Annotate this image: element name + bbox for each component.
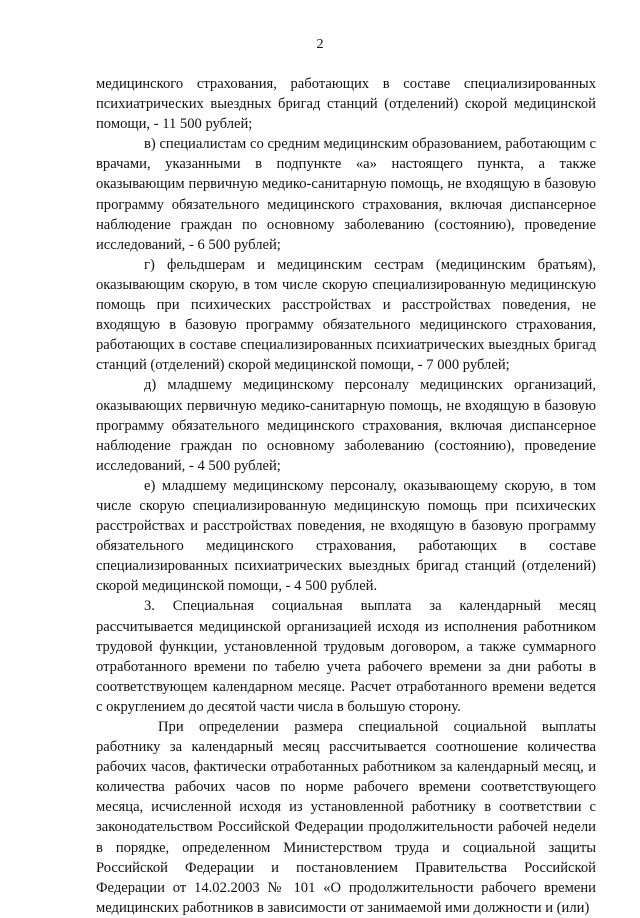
document-body [96,74,596,918]
paragraph-item-d: д) младшему медицинскому персоналу медицинских организаций, оказывающих первичную медико-санитарную помощь, не входящую в базовую программу обязательного медицинского страхования, включая диспансерное наблюдение граждан по основному заболеванию (состоянию), проведение исследований, - 4 500 рублей; [96,377,596,474]
paragraph-clause-3: 3. Специальная социальная выплата за календарный месяц рассчитывается медицинской организацией исходя из исполнения работником трудовой функции, установленной трудовым договором, а также суммарного отработанного времени по табелю учета рабочего времени за дни работы в соответствующем календарном месяце. Расчет отработанного времени ведется с округлением до десятой части числа в большую сторону. [96,598,596,715]
paragraph-item-g: г) фельдшерам и медицинским сестрам (медицинским братьям), оказывающим скорую, в том числе скорую специализированную медицинскую помощь при психических расстройствах и расстройствах поведения, не входящую в базовую программу обязательного медицинского страхования, работающих в составе специализированных психиатрических выездных бригад станций (отделений) скорой медицинской помощи, - 7 000 рублей; [96,256,596,374]
paragraph-item-e: е) младшему медицинскому персоналу, оказывающему скорую, в том числе скорую специализированную медицинскую помощь при психических расстройствах и расстройствах поведения, не входящую в базовую программу обязательного медицинского страхования, работающих в составе специализированных психиатрических выездных бригад станций (отделений) скорой медицинской помощи, - 4 500 рублей. [96,477,596,595]
paragraph-calculation: При определении размера специальной социальной выплаты работнику за календарный месяц рассчитывается соотношение количества рабочих часов, фактически отработанных работником за календарный месяц, и количества рабочих часов по норме рабочего времени соответствующего месяца, исчисленной исходя из установленной работнику в соответствии с законодательством Российской Федерации продолжительности рабочей недели в порядке, определенном Министерством труда и социальной защиты Российской Федерации и постановлением Правительства Российской Федерации от 14.02.2003 № 101 «О продолжительности рабочего времени медицинских работников в зависимости от занимаемой ими должности и (или) [96,719,596,916]
page-number: 2 [316,37,324,52]
paragraph-item-v: в) специалистам со средним медицинским образованием, работающим с врачами, указанными в подпункте «а» настоящего пункта, а также оказывающим первичную медико-санитарную помощь, не входящую в базовую программу обязательного медицинского страхования, включая диспансерное наблюдение граждан по основному заболеванию (состоянию), проведение исследований, - 6 500 рублей; [96,136,596,253]
paragraph-continuation: медицинского страхования, работающих в составе специализированных психиатрических выездных бригад станций (отделений) скорой медицинской помощи, - 11 500 рублей; [96,76,596,133]
